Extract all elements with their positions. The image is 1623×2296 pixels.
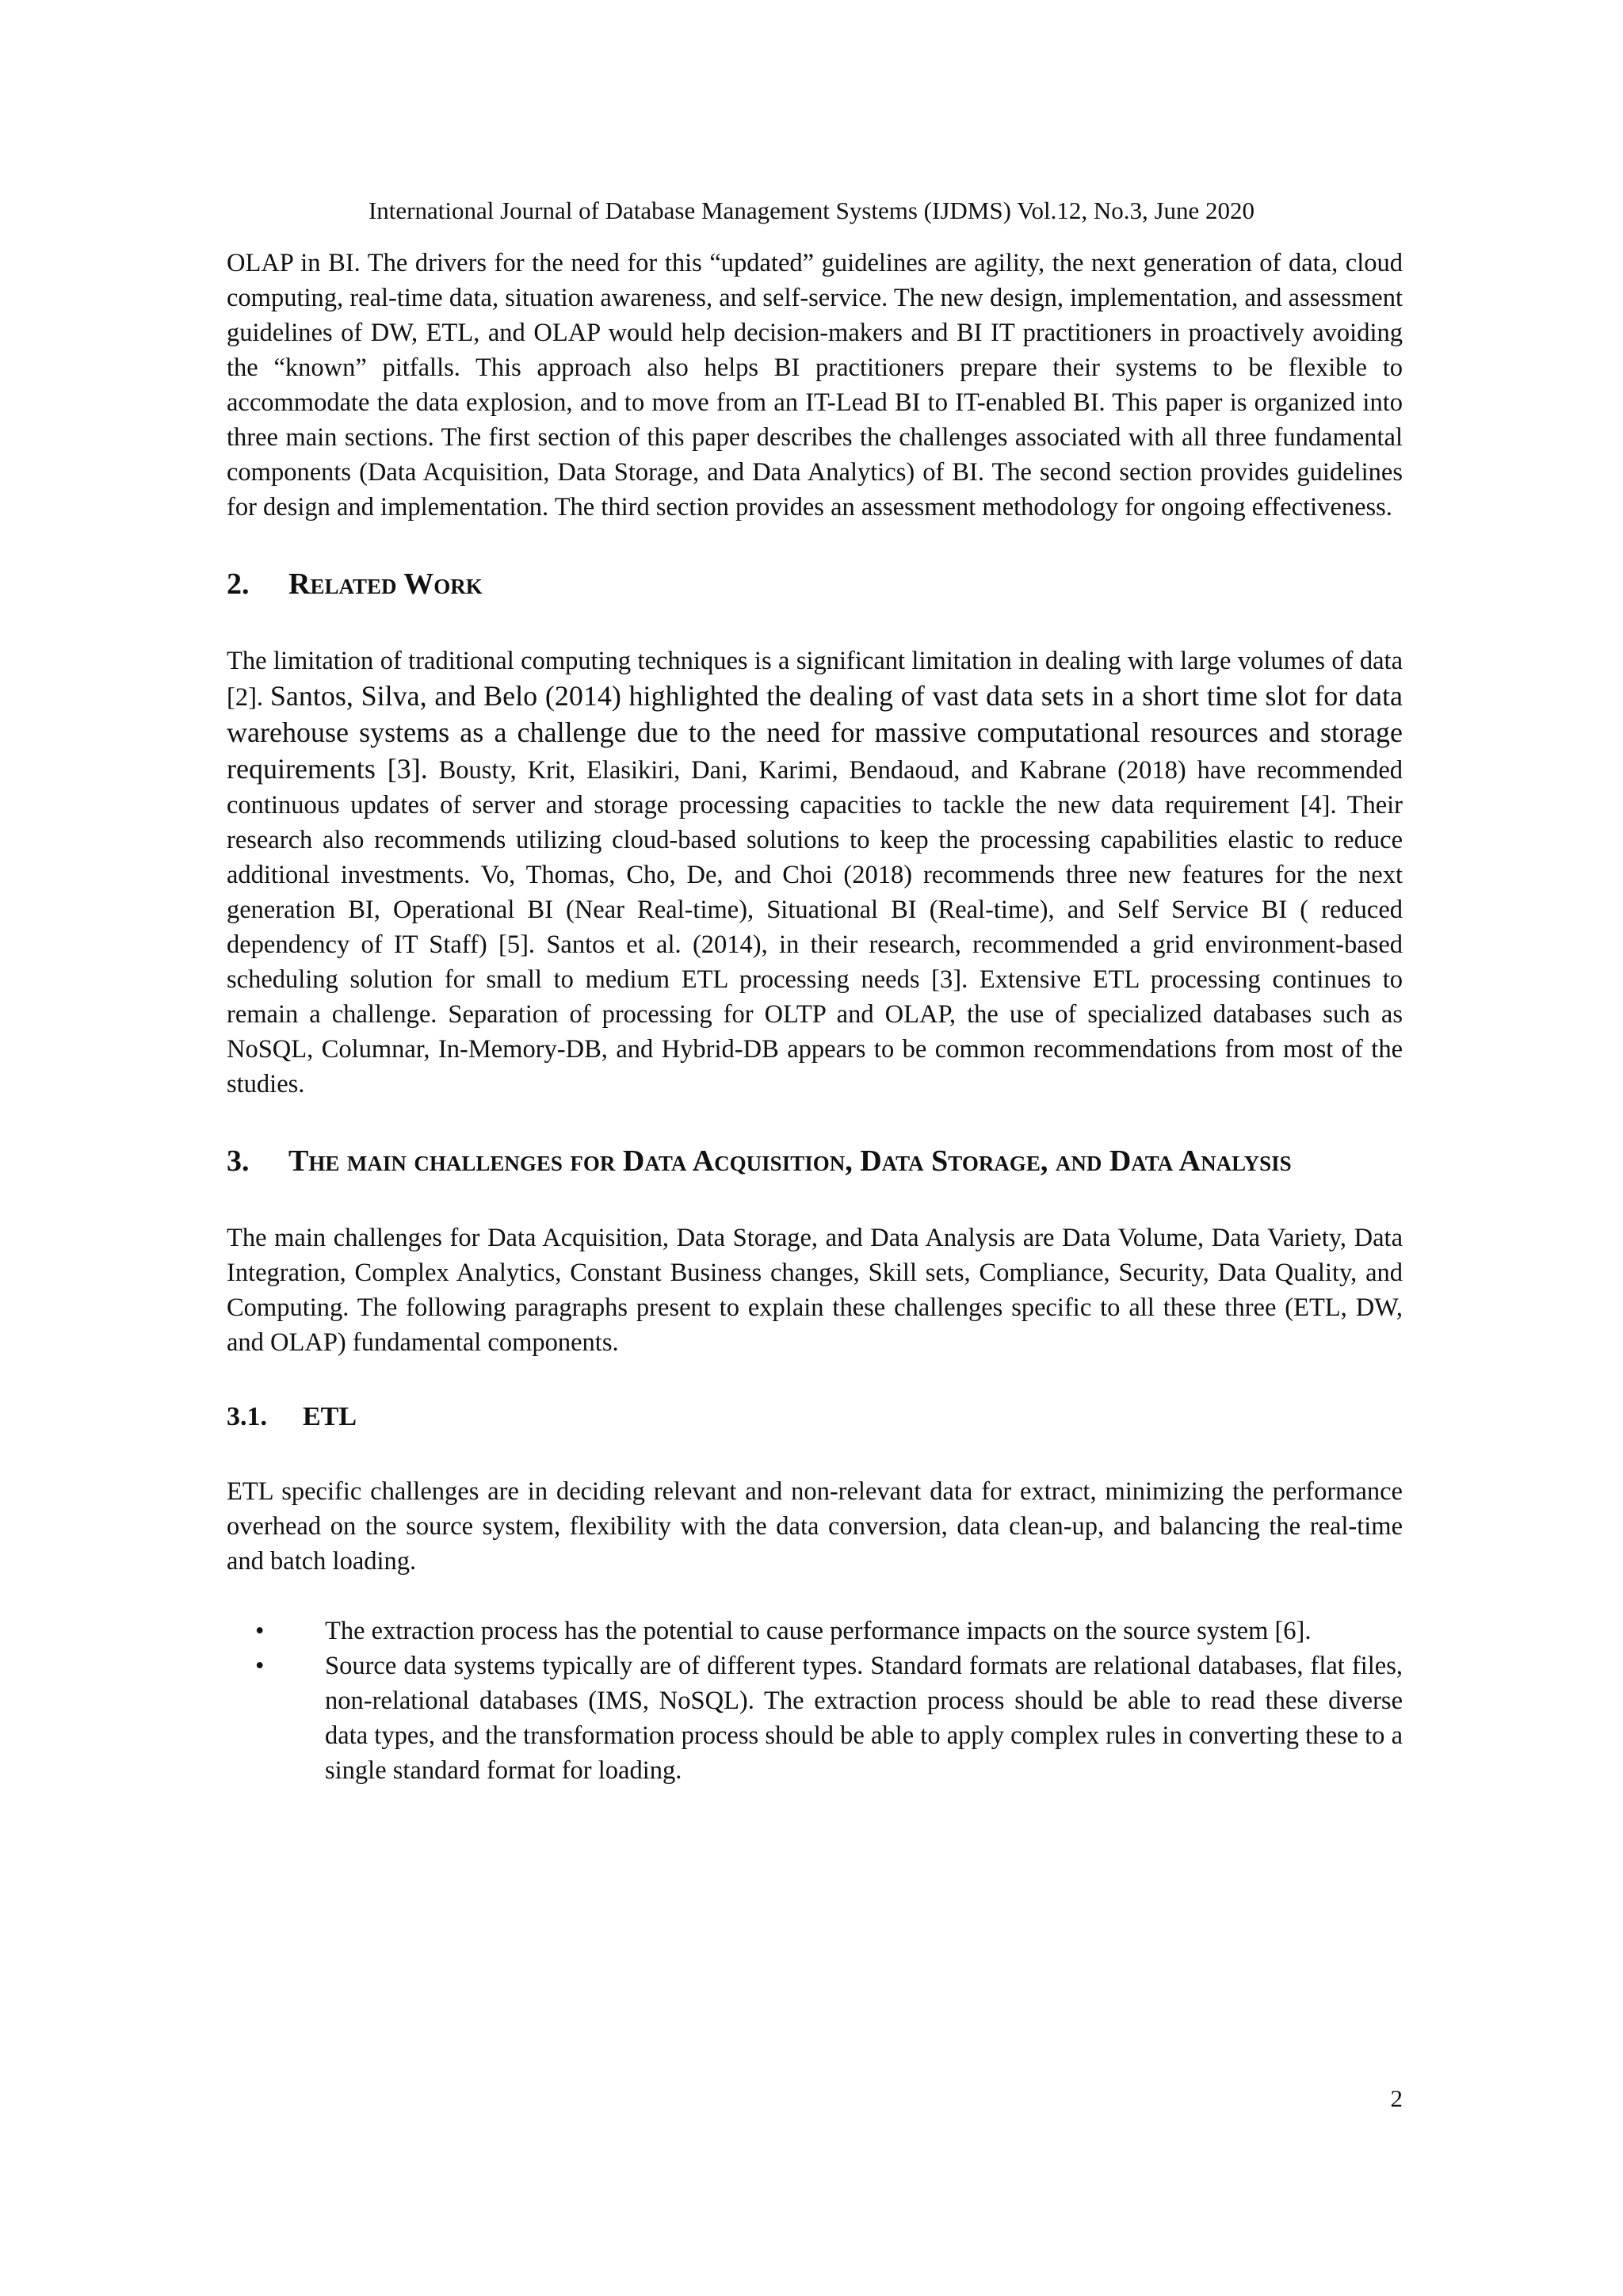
- related-work-text-part-2: Santos, Silva, and Belo (2014) highlighted the dealing of vast data sets in a short time slot for data warehouse systems as a challenge due to the need for massive computational resources and storage requirements [3].: [227, 680, 1403, 785]
- section-2-heading: [227, 564, 1403, 604]
- section-2-number: 2.: [227, 567, 250, 601]
- section-3-title: The main challenges for Data Acquisition, Data Storage, and Data Analysis: [288, 1144, 1292, 1178]
- etl-bullet-list: [227, 1614, 1403, 1788]
- bullet-text: Source data systems typically are of different types. Standard formats are relational databases, flat files, non-relational databases (IMS, NoSQL). The extraction process should be able to read these diverse data types, and the transformation process should be able to apply complex rules in converting these to a single standard format for loading.: [325, 1652, 1403, 1785]
- running-header: International Journal of Database Management Systems (IJDMS) Vol.12, No.3, June 2020: [368, 197, 1255, 224]
- bullet-marker: •: [255, 1652, 265, 1680]
- list-item: [227, 1614, 1403, 1648]
- challenges-paragraph: The main challenges for Data Acquisition, Data Storage, and Data Analysis are Data Volume, Data Variety, Data Integration, Complex Analytics, Constant Business changes, Skill sets, Compliance, Security, Data Quality, and Computing. The following paragraphs present to explain these challenges specific to all these three (ETL, DW, and OLAP) fundamental components.: [227, 1224, 1403, 1357]
- page-body: [227, 246, 1403, 1788]
- section-3-1-number: 3.1.: [227, 1402, 267, 1431]
- related-work-paragraph: [227, 644, 1403, 1102]
- intro-paragraph: OLAP in BI. The drivers for the need for this “updated” guidelines are agility, the next generation of data, cloud computing, real-time data, situation awareness, and self-service. The new design, implementation, and assessment guidelines of DW, ETL, and OLAP would help decision-makers and BI IT practitioners in proactively avoiding the “known” pitfalls. This approach also helps BI practitioners prepare their systems to be flexible to accommodate the data explosion, and to move from an IT-Lead BI to IT-enabled BI. This paper is organized into three main sections. The first section of this paper describes the challenges associated with all three fundamental components (Data Acquisition, Data Storage, and Data Analytics) of BI. The second section provides guidelines for design and implementation. The third section provides an assessment methodology for ongoing effectiveness.: [227, 249, 1403, 521]
- related-work-text-part-1: The limitation of traditional computing techniques is a significant limitation in dealing with large volumes of data [2].: [227, 647, 1403, 712]
- list-item: [227, 1648, 1403, 1788]
- section-3-1-title: ETL: [303, 1402, 357, 1431]
- section-2-title: Related Work: [288, 567, 483, 601]
- etl-paragraph: ETL specific challenges are in deciding relevant and non-relevant data for extract, minimizing the performance overhead on the source system, flexibility with the data conversion, data clean-up, and balancing the real-time and batch loading.: [227, 1477, 1403, 1576]
- section-3-1-heading: [227, 1400, 1403, 1435]
- bullet-marker: •: [255, 1617, 265, 1645]
- section-3-number: 3.: [227, 1144, 250, 1178]
- bullet-text: The extraction process has the potential to cause performance impacts on the source system [6].: [325, 1617, 1312, 1645]
- page-number: 2: [1390, 2084, 1403, 2112]
- section-3-heading: [227, 1141, 1403, 1181]
- related-work-text-part-3: Bousty, Krit, Elasikiri, Dani, Karimi, Bendaoud, and Kabrane (2018) have recommended continuous updates of server and storage processing capacities to tackle the new data requirement [4]. Their research also recommends utilizing cloud-based solutions to keep the processing capabilities elastic to reduce additional investments. Vo, Thomas, Cho, De, and Choi (2018) recommends three new features for the next generation BI, Operational BI (Near Real-time), Situational BI (Real-time), and Self Service BI ( reduced dependency of IT Staff) [5]. Santos et al. (2014), in their research, recommended a grid environment-based scheduling solution for small to medium ETL processing needs [3]. Extensive ETL processing continues to remain a challenge. Separation of processing for OLTP and OLAP, the use of specialized databases such as NoSQL, Columnar, In-Memory-DB, and Hybrid-DB appears to be common recommendations from most of the studies.: [227, 756, 1403, 1098]
